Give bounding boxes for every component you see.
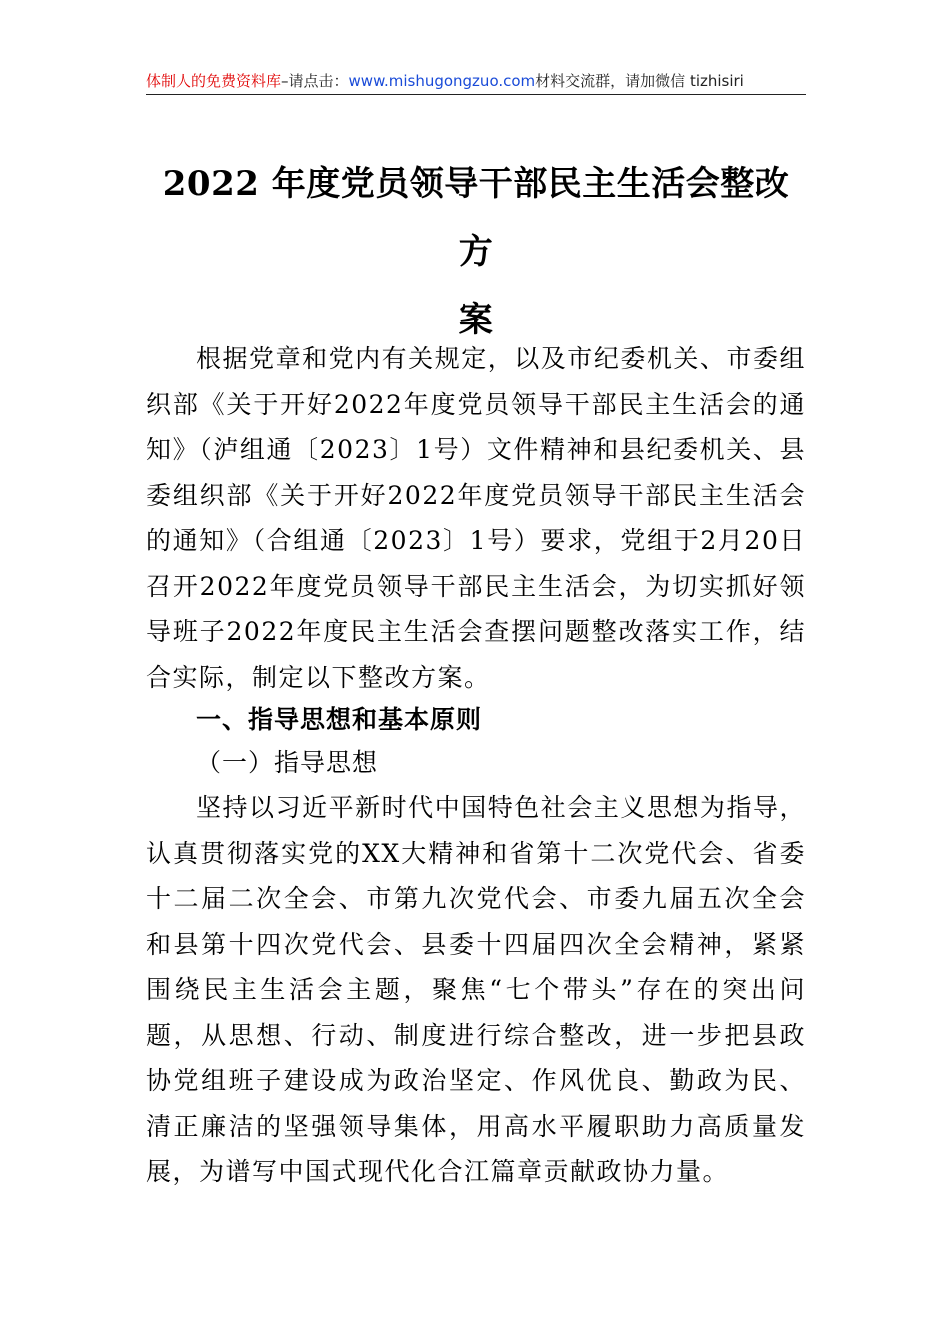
page-header	[146, 70, 806, 94]
section-heading: 一、指导思想和基本原则	[196, 705, 483, 734]
intro-paragraph: 根据党章和党内有关规定，以及市纪委机关、市委组织部《关于开好2022年度党员领导干部民主生活会的通知》（泸组通〔2023〕1号）文件精神和县纪委机关、县委组织部《关于开好2022年度党员领导干部民主生活会的通知》（合组通〔2023〕1号）要求，党组于2月20日召开2022年度党员领导干部民主生活会，为切实抓好领导班子2022年度民主生活会查摆问题整改落实工作，结合实际，制定以下整改方案。	[146, 344, 806, 692]
header-divider	[146, 94, 806, 95]
title-line-2: 案	[458, 300, 494, 340]
intro-paragraph-block	[146, 336, 806, 700]
header-note: 材料交流群，请加微信 tizhisiri	[535, 72, 744, 90]
document-title	[146, 150, 806, 354]
header-link[interactable]: www.mishugongzuo.com	[348, 72, 536, 90]
guiding-paragraph-block	[146, 785, 806, 1195]
title-line-1: 2022 年度党员领导干部民主生活会整改方	[162, 164, 790, 272]
subsection-heading: （一）指导思想	[196, 748, 379, 777]
header-site-name: 体制人的免费资料库	[146, 72, 282, 90]
guiding-paragraph: 坚持以习近平新时代中国特色社会主义思想为指导，认真贯彻落实党的XX大精神和省第十二次党代会、省委十二届二次全会、市第九次党代会、市委九届五次全会和县第十四次党代会、县委十四届四次全会精神，紧紧围绕民主生活会主题，聚焦“七个带头”存在的突出问题，从思想、行动、制度进行综合整改，进一步把县政协党组班子建设成为政治坚定、作风优良、勤政为民、清正廉洁的坚强领导集体，用高水平履职助力高质量发展，为谱写中国式现代化合江篇章贡献政协力量。	[146, 793, 806, 1186]
header-prompt: –请点击：	[281, 72, 349, 90]
